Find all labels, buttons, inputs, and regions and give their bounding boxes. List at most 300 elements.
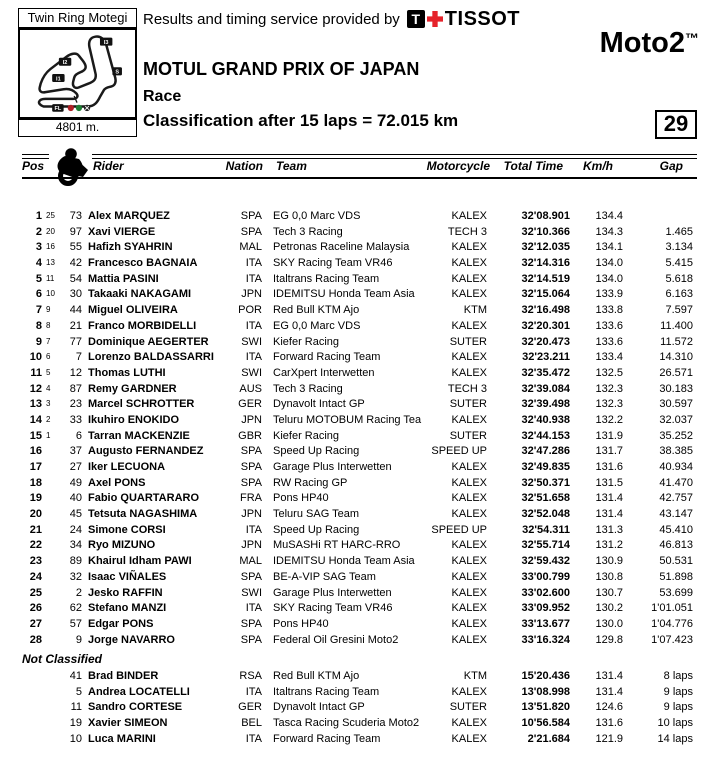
nation: SWI (241, 335, 262, 348)
total-time: 32'39.498 (521, 398, 570, 411)
rider-number: 33 (69, 413, 82, 426)
gap: 32.037 (659, 413, 693, 426)
points: 13 (46, 258, 55, 268)
total-time: 33'02.600 (521, 586, 570, 599)
position: 20 (29, 508, 42, 521)
nation: JPN (241, 288, 262, 301)
gap: 40.934 (659, 461, 693, 473)
motorcycle: KALEX (451, 366, 487, 379)
speed: 134.0 (595, 257, 623, 270)
position: 9 (35, 335, 42, 348)
team: SKY Racing Team VR46 (273, 602, 393, 615)
col-header-total-time: Total Time (503, 159, 563, 173)
rider-name: Ryo MIZUNO (88, 539, 156, 552)
gap: 30.183 (659, 382, 693, 395)
position: 22 (29, 539, 42, 552)
speed: 133.6 (595, 335, 623, 348)
position: 18 (29, 476, 42, 489)
motorcycle: KALEX (451, 633, 487, 646)
team: Garage Plus Interwetten (273, 461, 392, 473)
result-row (0, 669, 719, 685)
result-row (0, 523, 719, 539)
rider-name: Takaaki NAKAGAMI (88, 288, 192, 301)
gap: 3.134 (665, 241, 693, 254)
event-title: MOTUL GRAND PRIX OF JAPAN (143, 59, 420, 79)
motorcycle: KALEX (451, 288, 487, 301)
total-time: 32'59.432 (521, 555, 570, 568)
nation: SPA (240, 633, 262, 646)
result-row (0, 554, 719, 570)
rider-number: 45 (69, 508, 82, 521)
result-row (0, 586, 719, 602)
speed: 130.8 (595, 570, 623, 583)
total-time: 10'56.584 (521, 717, 570, 730)
rider-number: 30 (69, 288, 82, 301)
nation: GER (238, 701, 262, 714)
motorcycle: KALEX (451, 257, 487, 270)
nation: GBR (238, 429, 262, 442)
rider-name: Andrea LOCATELLI (88, 685, 190, 698)
nation: ITA (245, 602, 262, 615)
points: 11 (46, 273, 55, 283)
points: 7 (46, 336, 51, 346)
rider-number: 7 (75, 351, 82, 364)
total-time: 32'55.714 (521, 539, 570, 552)
rider-name: Edgar PONS (88, 617, 154, 630)
motorcycle: KALEX (451, 492, 487, 505)
nation: GER (238, 398, 262, 411)
team: RW Racing GP (273, 476, 348, 489)
speed: 134.1 (595, 241, 623, 254)
result-row (0, 256, 719, 272)
nation: JPN (241, 413, 262, 426)
not-classified-label: Not Classified (22, 652, 103, 666)
nation: SPA (240, 617, 262, 630)
team: Italtrans Racing Team (273, 272, 380, 285)
nation: MAL (239, 241, 262, 254)
points: 6 (46, 352, 51, 362)
team: Kiefer Racing (273, 335, 340, 348)
team: Tasca Racing Scuderia Moto2 (273, 717, 420, 730)
col-header-motorcycle: Motorcycle (426, 159, 490, 173)
total-time: 32'16.498 (521, 304, 570, 317)
rider-name: Fabio QUARTARARO (88, 492, 200, 505)
nation: FRA (240, 492, 262, 505)
rider-number: 97 (69, 225, 82, 238)
result-row (0, 617, 719, 633)
total-time: 32'39.084 (521, 382, 570, 395)
rider-number: 49 (69, 476, 82, 489)
rider-name: Jesko RAFFIN (88, 586, 163, 599)
gap: 35.252 (659, 429, 693, 442)
gap: 10 laps (657, 717, 693, 730)
not-classified-rows (0, 669, 719, 747)
nation: SPA (240, 225, 262, 238)
nation: ITA (245, 257, 262, 270)
rule-top-left (22, 154, 49, 155)
team: Dynavolt Intact GP (273, 398, 365, 411)
motorcycle: KALEX (451, 319, 487, 332)
team: Red Bull KTM Ajo (273, 670, 360, 682)
crossed-flag-dot (84, 105, 90, 111)
total-time: 32'44.153 (521, 429, 570, 442)
speed: 133.9 (595, 288, 623, 301)
rider-name: Dominique AEGERTER (88, 335, 209, 348)
team: EG 0,0 Marc VDS (273, 319, 361, 332)
rider-name: Tarran MACKENZIE (88, 429, 190, 442)
nation: ITA (245, 523, 262, 536)
marker-i1: I1 (56, 76, 61, 83)
speed: 134.0 (595, 272, 623, 285)
marker-fl: FL (54, 106, 62, 113)
rule-bottom (22, 177, 697, 180)
position: 28 (29, 633, 42, 646)
team: Teluru SAG Team (273, 508, 360, 521)
rider-number: 40 (69, 492, 82, 505)
result-row (0, 382, 719, 398)
total-time: 32'51.658 (521, 492, 570, 505)
total-time: 32'20.301 (521, 319, 570, 332)
total-time: 33'16.324 (521, 633, 570, 646)
motorcycle: KALEX (451, 351, 487, 364)
col-header-pos: Pos (22, 159, 45, 173)
speed: 132.2 (595, 413, 623, 426)
result-row (0, 700, 719, 716)
rider-number: 89 (69, 555, 82, 568)
total-time: 32'10.366 (521, 225, 570, 238)
red-flag-dot (68, 105, 74, 111)
position: 15 (29, 429, 42, 442)
gap: 30.597 (659, 398, 693, 411)
gap: 43.147 (659, 508, 693, 521)
total-time: 32'35.472 (521, 366, 570, 379)
motorcycle: KALEX (451, 555, 487, 568)
rider-number: 42 (69, 257, 82, 270)
nation: ITA (245, 685, 262, 698)
col-header-gap: Gap (659, 159, 683, 173)
speed: 132.3 (595, 382, 623, 395)
team: SKY Racing Team VR46 (273, 257, 393, 270)
gap: 1'04.776 (651, 617, 693, 630)
nation: SWI (241, 366, 262, 379)
gap: 9 laps (663, 701, 693, 714)
result-row (0, 209, 719, 225)
rider-name: Khairul Idham PAWI (88, 555, 192, 568)
total-time: 15'20.436 (521, 670, 570, 682)
total-time: 13'08.998 (521, 685, 570, 698)
position: 1 (35, 210, 42, 222)
points: 3 (46, 399, 51, 409)
gap: 8 laps (663, 670, 693, 682)
nation: AUS (239, 382, 262, 395)
gap: 51.898 (659, 570, 693, 583)
gap: 45.410 (659, 523, 693, 536)
classification-rows (0, 209, 719, 648)
motorcycle: KTM (463, 670, 487, 682)
speed: 131.2 (595, 539, 623, 552)
team: Kiefer Racing (273, 429, 340, 442)
total-time: 32'12.035 (521, 241, 570, 254)
team: Italtrans Racing Team (273, 685, 380, 698)
rider-name: Stefano MANZI (88, 602, 167, 615)
speed: 132.3 (595, 398, 623, 411)
rider-number: 37 (69, 445, 82, 458)
position: 13 (29, 398, 42, 411)
position: 19 (29, 492, 42, 505)
rider-number: 21 (69, 319, 82, 332)
total-time: 32'08.901 (521, 210, 570, 222)
motorcycle: KALEX (451, 539, 487, 552)
rider-number: 57 (69, 617, 82, 630)
motorcycle: KALEX (451, 732, 487, 745)
result-row (0, 240, 719, 256)
rider-number: 55 (69, 241, 82, 254)
motorcycle: TECH 3 (447, 225, 487, 238)
gap: 46.813 (659, 539, 693, 552)
points: 16 (46, 242, 55, 252)
provider-text: Results and timing service provided by (143, 10, 400, 28)
position: 3 (35, 241, 42, 254)
gap: 14 laps (657, 732, 693, 745)
result-row (0, 444, 719, 460)
rider-name: Jorge NAVARRO (88, 633, 175, 646)
trademark: ™ (685, 30, 699, 46)
team: BE-A-VIP SAG Team (273, 570, 376, 583)
team: Dynavolt Intact GP (273, 701, 365, 714)
rider-name: Marcel SCHROTTER (88, 398, 195, 411)
position: 14 (29, 413, 42, 426)
team: Speed Up Racing (273, 523, 360, 536)
motorcycle-rider-icon (49, 146, 93, 188)
motorcycle: KALEX (451, 717, 487, 730)
result-row (0, 460, 719, 476)
total-time: 32'23.211 (522, 351, 570, 364)
speed: 131.4 (595, 685, 623, 698)
position: 2 (35, 225, 42, 238)
nation: JPN (241, 539, 262, 552)
team: Tech 3 Racing (273, 225, 343, 238)
swiss-cross-icon (427, 11, 443, 27)
motorcycle: SPEED UP (431, 523, 487, 536)
team: Pons HP40 (273, 492, 329, 505)
rider-name: Remy GARDNER (88, 382, 177, 395)
position: 10 (29, 351, 42, 364)
total-time: 2'21.684 (527, 732, 570, 745)
points: 4 (46, 383, 51, 393)
position: 5 (35, 272, 42, 285)
gap: 1'07.423 (651, 633, 693, 646)
motorcycle: KALEX (451, 272, 487, 285)
speed: 133.4 (595, 351, 623, 364)
category-text: Moto2 (599, 27, 685, 59)
rider-number: 27 (69, 461, 82, 473)
total-time: 32'49.835 (521, 461, 570, 473)
total-time: 32'40.938 (521, 413, 570, 426)
total-time: 33'09.952 (521, 602, 570, 615)
rider-number: 10 (69, 732, 82, 745)
total-time: 13'51.820 (521, 701, 570, 714)
gap: 50.531 (659, 555, 693, 568)
rider-name: Tetsuta NAGASHIMA (88, 508, 198, 521)
tissot-wordmark: TISSOT (444, 7, 521, 30)
nation: BEL (241, 717, 262, 730)
rider-name: Isaac VIÑALES (88, 570, 167, 583)
rider-number: 24 (69, 523, 82, 536)
gap: 7.597 (665, 304, 693, 317)
rider-name: Axel PONS (88, 476, 146, 489)
gap: 5.415 (665, 257, 693, 270)
motorcycle: KALEX (451, 413, 487, 426)
team: IDEMITSU Honda Team Asia (273, 555, 415, 568)
position: 11 (30, 366, 42, 379)
rider-number: 6 (75, 429, 82, 442)
motorcycle: KALEX (451, 476, 487, 489)
team: Tech 3 Racing (273, 382, 343, 395)
rider-number: 62 (69, 602, 82, 615)
result-row (0, 601, 719, 617)
result-row (0, 538, 719, 554)
team: CarXpert Interwetten (273, 366, 375, 379)
points: 10 (46, 289, 55, 299)
rider-number: 41 (69, 670, 82, 682)
result-row (0, 685, 719, 701)
marker-i2: I2 (62, 60, 68, 67)
speed: 121.9 (595, 732, 623, 745)
classification-line: Classification after 15 laps = 72.015 km (143, 111, 459, 130)
marker-i3: I3 (103, 39, 109, 46)
total-time: 32'15.064 (521, 288, 570, 301)
motorcycle: SUTER (449, 335, 487, 348)
motorcycle: KALEX (451, 602, 487, 615)
team: Forward Racing Team (273, 732, 381, 745)
rider-name: Brad BINDER (88, 670, 159, 682)
points: 9 (46, 305, 51, 315)
total-time: 32'14.519 (521, 272, 570, 285)
category-label (600, 27, 699, 60)
nation: SPA (240, 570, 262, 583)
result-row (0, 732, 719, 748)
position: 6 (35, 288, 42, 301)
rider-name: Thomas LUTHI (88, 366, 166, 379)
result-row (0, 287, 719, 303)
motorcycle: KALEX (451, 508, 487, 521)
col-header-team: Team (276, 159, 307, 173)
gap: 14.310 (659, 351, 693, 364)
team: Petronas Raceline Malaysia (273, 241, 410, 254)
result-row (0, 272, 719, 288)
result-row (0, 303, 719, 319)
gap: 1.465 (665, 225, 693, 238)
gap: 42.757 (659, 492, 693, 505)
col-header-rider: Rider (93, 159, 124, 173)
team: Teluru MOTOBUM Racing Tea (273, 413, 422, 426)
motorcycle: SUTER (449, 701, 487, 714)
total-time: 32'14.316 (521, 257, 570, 270)
team: Garage Plus Interwetten (273, 586, 392, 599)
team: MuSASHi RT HARC-RRO (273, 539, 401, 552)
speed: 130.9 (595, 555, 623, 568)
gap: 11.572 (660, 335, 693, 348)
rider-number: 9 (75, 633, 82, 646)
motorcycle: SUTER (449, 398, 487, 411)
track-map-icon (20, 30, 135, 117)
rider-name: Mattia PASINI (88, 272, 159, 285)
rider-number: 19 (69, 717, 82, 730)
motorcycle: TECH 3 (447, 382, 487, 395)
position: 26 (29, 602, 42, 615)
points: 20 (46, 226, 55, 236)
result-row (0, 570, 719, 586)
gap: 53.699 (659, 586, 693, 599)
rider-number: 12 (69, 366, 82, 379)
col-header-kmh: Km/h (583, 159, 613, 173)
result-row (0, 413, 719, 429)
track-name-label: Twin Ring Motegi (18, 8, 137, 28)
motorcycle: KALEX (451, 685, 487, 698)
position: 4 (35, 257, 42, 270)
rider-name: Iker LECUONA (88, 461, 166, 473)
speed: 131.4 (595, 492, 623, 505)
rider-name: Lorenzo BALDASSARRI (88, 351, 214, 364)
col-header-nation: Nation (225, 159, 263, 173)
gap: 38.385 (659, 445, 693, 458)
nation: SPA (240, 461, 262, 473)
rider-number: 32 (69, 570, 82, 583)
points: 8 (46, 320, 51, 330)
nation: ITA (245, 272, 262, 285)
total-time: 32'47.286 (521, 445, 570, 458)
team: Federal Oil Gresini Moto2 (273, 633, 399, 646)
rider-number: 87 (69, 382, 82, 395)
total-time: 32'52.048 (521, 508, 570, 521)
team: EG 0,0 Marc VDS (273, 210, 361, 222)
result-row (0, 633, 719, 649)
rider-number: 11 (70, 701, 82, 714)
total-time: 33'13.677 (521, 617, 570, 630)
position: 17 (29, 461, 42, 473)
motorcycle: KALEX (451, 570, 487, 583)
nation: SPA (240, 445, 262, 458)
result-row (0, 507, 719, 523)
motorcycle: KALEX (451, 210, 487, 222)
total-time: 33'00.799 (521, 570, 570, 583)
points: 1 (46, 430, 51, 440)
motorcycle: KALEX (451, 586, 487, 599)
speed: 131.4 (595, 670, 623, 682)
tissot-t-icon: T (407, 10, 425, 28)
speed: 131.7 (595, 445, 623, 458)
points: 2 (46, 414, 51, 424)
speed: 124.6 (595, 701, 623, 714)
speed: 129.8 (595, 633, 623, 646)
nation: RSA (239, 670, 262, 682)
speed: 132.5 (595, 366, 623, 379)
nation: ITA (245, 319, 262, 332)
position: 7 (35, 304, 42, 317)
gap: 6.163 (665, 288, 693, 301)
team: Speed Up Racing (273, 445, 360, 458)
gap: 9 laps (663, 685, 693, 698)
rider-name: Sandro CORTESE (88, 701, 183, 714)
rider-name: Luca MARINI (88, 732, 156, 745)
rider-name: Ikuhiro ENOKIDO (88, 413, 180, 426)
page-number: 29 (655, 110, 697, 139)
rider-name: Xavier SIMEON (88, 717, 168, 730)
total-time: 32'50.371 (521, 476, 570, 489)
gap: 11.400 (660, 319, 693, 332)
team: Pons HP40 (273, 617, 329, 630)
motorcycle: KALEX (451, 461, 487, 473)
